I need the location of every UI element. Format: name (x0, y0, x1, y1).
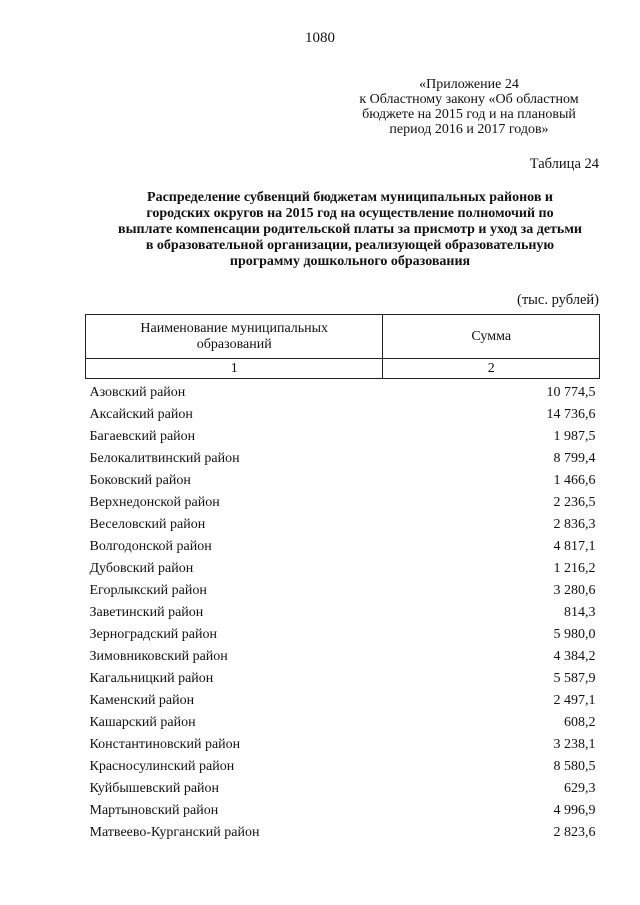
title-line: программу дошкольного образования (229, 254, 471, 269)
column-header-sum: Сумма (383, 315, 600, 359)
municipality-name: Белокалитвинский район (89, 451, 240, 466)
table-row (86, 778, 600, 800)
page-number: 1080 (305, 30, 335, 46)
municipality-name: Каменский район (89, 693, 195, 708)
municipality-name: Волгодонской район (89, 539, 212, 554)
title-line: Распределение субвенций бюджетам муниципальных районов и (147, 190, 553, 205)
municipality-name: Зимовниковский район (89, 649, 228, 664)
municipality-name: Верхнедонской район (89, 495, 220, 510)
table-row (86, 426, 600, 448)
table-row (86, 756, 600, 778)
subsidy-amount: 14 736,6 (546, 407, 596, 422)
table-row (86, 690, 600, 712)
subsidy-amount: 1 466,6 (553, 473, 596, 488)
table-row (86, 734, 600, 756)
appendix-line: «Приложение 24 (419, 77, 519, 92)
subsidy-amount: 4 996,9 (553, 803, 596, 818)
subsidy-amount: 8 580,5 (553, 759, 596, 774)
subsidy-amount: 608,2 (564, 715, 596, 730)
municipality-name: Егорлыкский район (89, 583, 207, 598)
subsidy-table (85, 314, 600, 844)
municipality-name: Азовский район (89, 385, 186, 400)
table-row (86, 379, 600, 405)
subsidy-amount: 2 823,6 (553, 825, 596, 840)
municipality-name: Матвеево-Курганский район (89, 825, 260, 840)
subsidy-amount: 5 587,9 (553, 671, 596, 686)
municipality-name: Константиновский район (89, 737, 241, 752)
subsidy-amount: 2 236,5 (553, 495, 596, 510)
subsidy-amount: 10 774,5 (546, 385, 596, 400)
subsidy-amount: 8 799,4 (553, 451, 596, 466)
table-row (86, 558, 600, 580)
subsidy-amount: 3 280,6 (553, 583, 596, 598)
table-row (86, 404, 600, 426)
subsidy-amount: 5 980,0 (553, 627, 596, 642)
document-title (90, 190, 610, 270)
appendix-line: период 2016 и 2017 годов» (389, 122, 549, 137)
municipality-name: Кагальницкий район (89, 671, 214, 686)
municipality-name: Красносулинский район (89, 759, 235, 774)
subsidy-amount: 4 817,1 (553, 539, 596, 554)
municipality-name: Аксайский район (89, 407, 193, 422)
table-row (86, 536, 600, 558)
units-label: (тыс. рублей) (517, 292, 599, 308)
table-row (86, 580, 600, 602)
subsidy-amount: 4 384,2 (553, 649, 596, 664)
table-row (86, 668, 600, 690)
table-row (86, 602, 600, 624)
column-header-name-line: Наименование муниципальных (140, 320, 329, 336)
table-row (86, 822, 600, 844)
column-header-name (86, 315, 383, 359)
municipality-name: Заветинский район (89, 605, 204, 620)
appendix-line: к Областному закону «Об областном (359, 92, 579, 107)
table-label: Таблица 24 (529, 156, 599, 172)
municipality-name: Веселовский район (89, 517, 206, 532)
table-row (86, 470, 600, 492)
table-row (86, 800, 600, 822)
table-row (86, 492, 600, 514)
subsidy-amount: 814,3 (564, 605, 596, 620)
municipality-name: Зерноградский район (89, 627, 217, 642)
appendix-reference (338, 77, 600, 137)
subsidy-amount: 629,3 (564, 781, 596, 796)
title-line: выплате компенсации родительской платы за присмотр и уход за детьми (118, 222, 582, 237)
column-header-name-line: образований (196, 336, 272, 352)
table-row (86, 624, 600, 646)
table-body (86, 379, 600, 845)
column-number: 1 (86, 359, 383, 379)
title-line: городских округов на 2015 год на осуществление полномочий по (146, 206, 554, 221)
table-row (86, 646, 600, 668)
table-row (86, 712, 600, 734)
municipality-name: Куйбышевский район (89, 781, 220, 796)
subsidy-amount: 2 836,3 (553, 517, 596, 532)
title-line: в образовательной организации, реализующей образовательную (145, 238, 555, 253)
municipality-name: Боковский район (89, 473, 191, 488)
municipality-name: Дубовский район (89, 561, 194, 576)
subsidy-amount: 1 987,5 (553, 429, 596, 444)
column-number: 2 (383, 359, 600, 379)
municipality-name: Мартыновский район (89, 803, 219, 818)
subsidy-amount: 3 238,1 (553, 737, 596, 752)
municipality-name: Багаевский район (89, 429, 196, 444)
appendix-line: бюджете на 2015 год и на плановый (362, 107, 576, 122)
subsidy-amount: 2 497,1 (553, 693, 596, 708)
municipality-name: Кашарский район (89, 715, 196, 730)
table-row (86, 448, 600, 470)
table-row (86, 514, 600, 536)
subsidy-amount: 1 216,2 (553, 561, 596, 576)
